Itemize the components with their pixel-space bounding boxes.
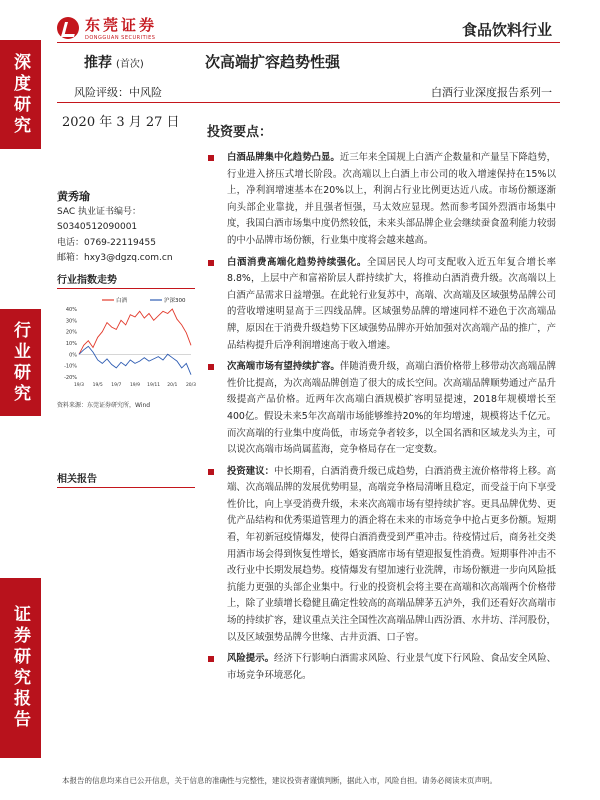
key-point-text: 经济下行影响白酒需求风险、行业景气度下行风险、食品安全风险、市场竞争环境恶化。 — [227, 653, 556, 681]
key-point — [204, 255, 556, 355]
key-point-title: 风险提示。 — [227, 653, 274, 665]
strip-label: 行业研究 — [10, 320, 30, 405]
strip-securities-report — [0, 578, 41, 758]
legend-label: 白酒 — [116, 298, 128, 304]
x-tick-label: 20/1 — [167, 383, 178, 388]
key-point-text: 全国居民人均可支配收入近五年复合增长率8.8%，上层中产和富裕阶层人群持续扩大，将推动白酒消费升级。次高端以上白酒产品需求日益增强。在此轮行业复苏中，高端、次高端及区域强势品牌公司的营收增速明显高于三四线品牌。区域强势品牌的增速同样不逊色于次高端品牌，原因在于消费升级趋势下区域强势品牌亦开始加强对次高端产品的推广，产品结构提升后净利润增速高于收入增速。 — [227, 256, 556, 351]
series-line-hs300 — [79, 346, 191, 374]
rating-value: 推荐 — [84, 55, 112, 71]
bullet-square-icon — [208, 656, 214, 662]
logo-name: 东莞证券 — [85, 16, 158, 34]
x-tick-label: 19/11 — [147, 383, 161, 388]
company-logo — [57, 14, 157, 41]
legend-label: 沪深300 — [164, 298, 186, 304]
industry-index-chart — [57, 293, 195, 391]
key-points-list — [204, 150, 556, 689]
strip-deep-research — [0, 40, 41, 149]
x-tick-label: 19/5 — [92, 383, 103, 388]
analyst-cert-number: S0340512090001 — [57, 222, 138, 232]
risk-rating: 风险评级：中风险 — [74, 86, 162, 99]
related-reports-divider — [57, 487, 195, 488]
report-date: 2020 年 3 月 27 日 — [62, 115, 180, 130]
rating-note: (首次) — [116, 59, 144, 70]
key-point-title: 投资建议： — [227, 465, 274, 477]
key-point-text: 近三年来全国规上白酒产企数量和产量呈下降趋势，行业进入挤压式增长阶段。次高端以上白酒上市公司的收入增速保持在15%以上，净利润增速基本在20%以上，利润占行业比例更达近八成。市场份额逐渐向头部企业靠拢，并且强者恒强，马太效应显现。然而参考国外烈酒市场集中度，我国白酒市场集中度仍然较低，未来头部品牌企业会继续蚕食盈利能力较弱的中小品牌市场份额，行业集中度将会越来越高。 — [227, 152, 556, 246]
related-reports-heading: 相关报告 — [57, 474, 97, 485]
industry-label: 食品饮料行业 — [461, 21, 552, 39]
chart-heading-divider — [57, 288, 195, 289]
series-line-baijiu — [79, 309, 191, 354]
chart-source: 资料来源：东莞证券研究所，Wind — [57, 402, 151, 409]
key-point-title: 次高端市场有望持续扩容。 — [227, 361, 340, 373]
analyst-email[interactable]: 邮箱：hxy3@dgzq.com.cn — [57, 253, 173, 263]
report-series: 白酒行业深度报告系列一 — [431, 86, 552, 99]
y-tick-label: 30% — [65, 318, 77, 325]
x-tick-label: 19/3 — [73, 383, 85, 388]
y-tick-label: -20% — [64, 375, 77, 381]
key-point — [204, 150, 556, 250]
key-points-heading: 投资要点： — [207, 125, 273, 140]
y-tick-label: 0% — [69, 352, 77, 359]
strip-industry-research — [0, 309, 41, 416]
x-tick-label: 19/7 — [111, 383, 122, 388]
bullet-square-icon — [208, 364, 214, 370]
key-point — [204, 464, 556, 647]
y-tick-label: 40% — [65, 307, 77, 313]
subheader-divider — [57, 102, 560, 103]
left-category-strip — [0, 40, 41, 800]
logo-english: DONGGUAN SECURITIES — [85, 35, 156, 41]
analyst-name: 黄秀瑜 — [57, 190, 90, 203]
y-tick-label: 20% — [65, 329, 77, 336]
analyst-phone: 电话：0769-22119455 — [57, 237, 156, 248]
logo-icon — [57, 17, 79, 39]
strip-label: 深度研究 — [10, 52, 30, 137]
bullet-square-icon — [208, 469, 214, 475]
chart-svg — [57, 293, 195, 391]
strip-label: 证券研究报告 — [10, 605, 30, 731]
report-title: 次高端扩容趋势性强 — [205, 53, 341, 71]
y-tick-label: -10% — [64, 363, 77, 370]
x-tick-label: 19/9 — [129, 383, 141, 388]
key-point — [204, 359, 556, 459]
analyst-info — [57, 189, 195, 267]
key-point-title: 白酒品牌集中化趋势凸显。 — [227, 152, 340, 163]
x-tick-label: 20/3 — [185, 383, 197, 388]
key-point-text: 中长期看，白酒消费升级已成趋势，白酒消费主流价格带将上移。高端、次高端品牌的发展优势明显，高端竞争格局清晰且稳定，而受益于向下享受性价比，向上享受消费升级，未来次高端市场有望持续扩容。更具品牌优势、更优产品结构和优秀渠道管理力的酒企将在未来的市场竞争中抢占更多份额。短期看，年初新冠疫情爆发，使得白酒消费受到严重冲击。待疫情过后，商务社交类用酒市场会得到恢复性增长，婚宴酒席市场有望迎报复性消费。短期事件冲击不改行业中长期发展趋势。疫情爆发有望加速行业洗牌，市场份额进一步向风险抵抗能力更强的头部企业集中。行业的投资机会将主要在高端和次高端两个价格带上，除了业绩增长稳健且确定性较高的高端品牌茅五泸外，我们还看好次高端市场的持续扩容，建议重点关注全国性次高端品牌山西汾酒、水井坊、洋河股份，以及区域强势品牌今世缘、古井贡酒、口子窖。 — [227, 465, 556, 643]
bullet-square-icon — [208, 260, 214, 266]
footer-disclaimer: 本报告的信息均来自已公开信息，关于信息的准确性与完整性，建议投资者谨慎判断，据此入市，风险自担。请务必阅读末页声明。 — [62, 776, 497, 785]
analyst-cert-label: SAC 执业证书编号： — [57, 206, 142, 217]
key-point — [204, 651, 556, 684]
y-tick-label: 10% — [65, 341, 77, 347]
chart-heading: 行业指数走势 — [57, 275, 117, 286]
header-divider — [57, 42, 560, 43]
rating — [84, 52, 144, 72]
key-point-text: 伴随消费升级，高端白酒价格带上移带动次高端品牌性价比提高，为次高端品牌创造了很大的成长空间。次高端品牌顺势通过产品升级提高产品价格。近两年次高端白酒规模扩容明显提速，2018年规模增长至400亿。假设未来5年次高端市场能够维持20%的年均增速，规模将达千亿元。而次高端的行业集中度尚低，市场竞争者较多，以全国名酒和区域龙头为主，可以说次高端市场尚属蓝海，竞争格局存在一定变数。 — [227, 361, 556, 456]
bullet-square-icon — [208, 155, 214, 161]
key-point-title: 白酒消费高端化趋势持续强化。 — [227, 256, 367, 268]
